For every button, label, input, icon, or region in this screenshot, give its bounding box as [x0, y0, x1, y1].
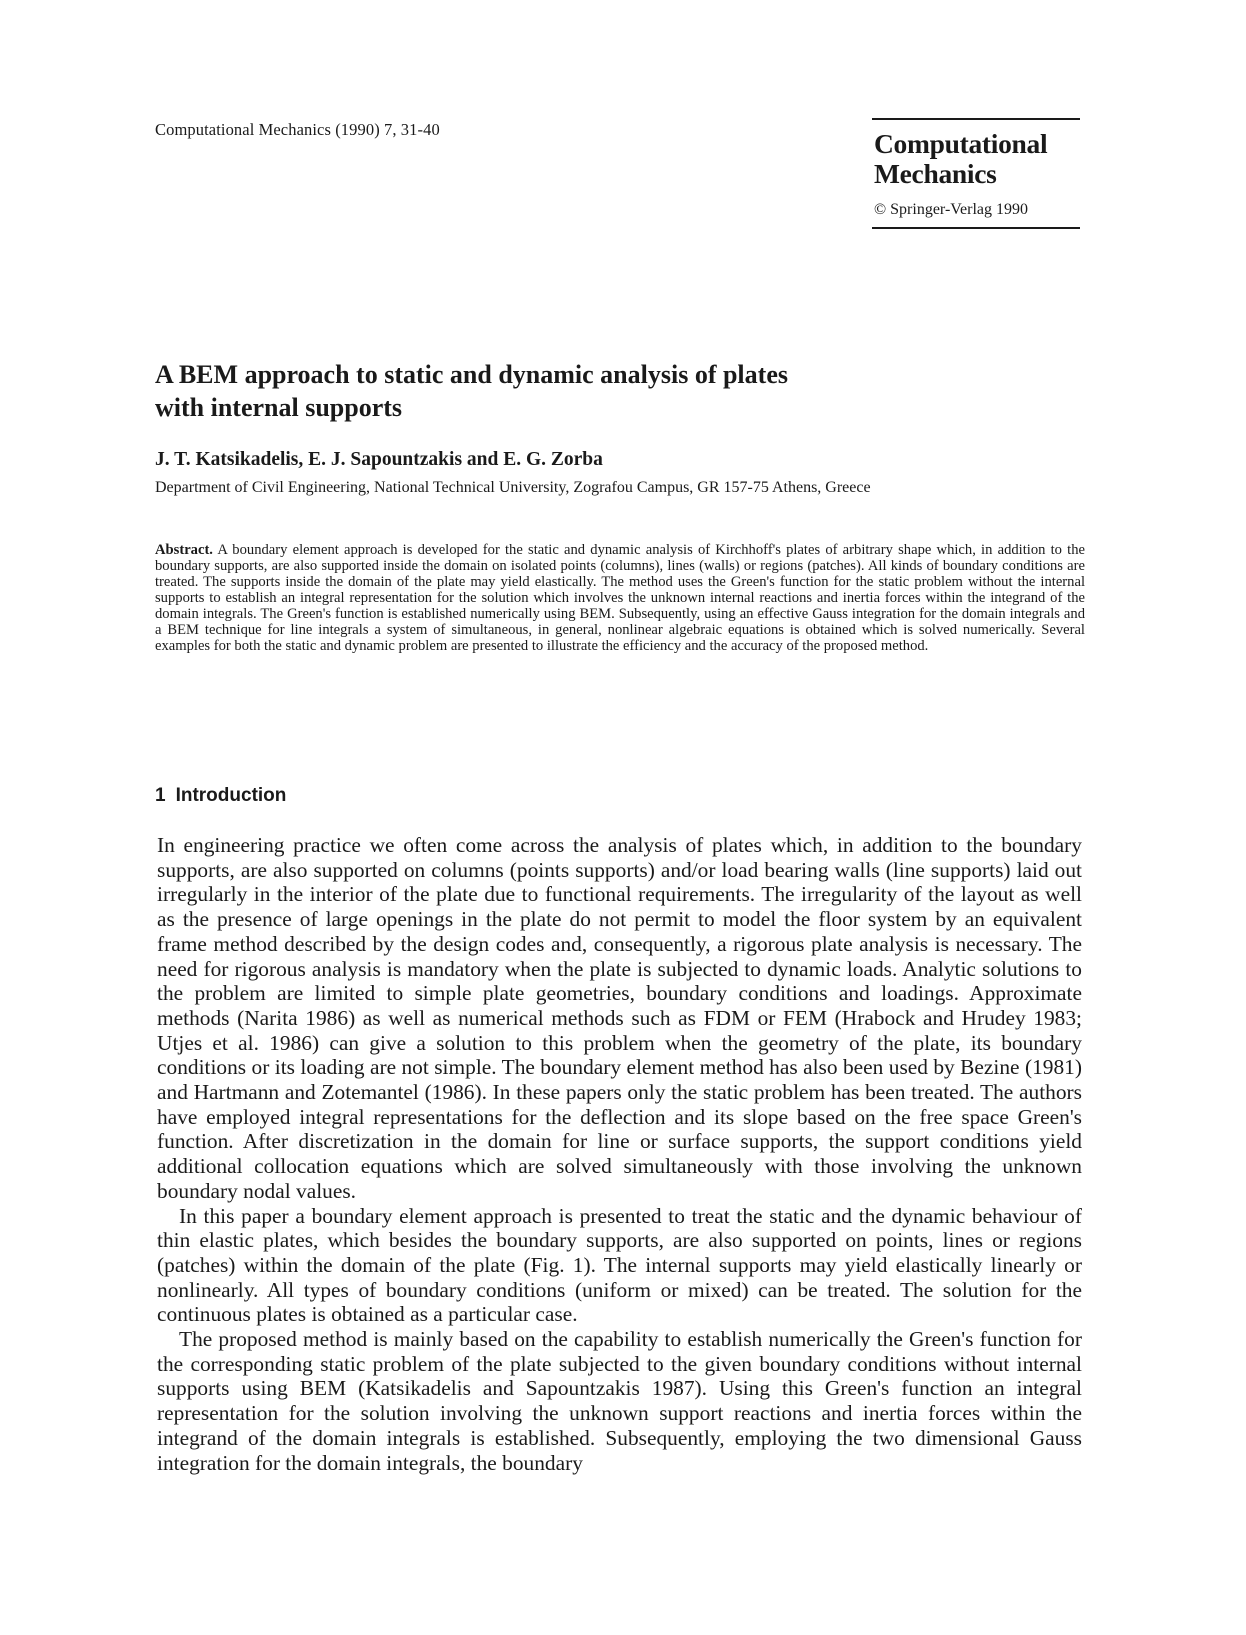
- journal-masthead: [872, 118, 1080, 229]
- paper-title-line2: with internal supports: [155, 393, 403, 422]
- body-paragraph: The proposed method is mainly based on the capability to establish numerically the Green's function for the corresponding static problem of the plate subjected to the given boundary conditions without internal supports using BEM (Katsikadelis and Sapountzakis 1987). Using this Green's function an integral representation for the solution involving the unknown support reactions and inertia forces within the integrand of the domain integrals is established. Subsequently, employing the two dimensional Gauss integration for the domain integrals, the boundary: [157, 1327, 1082, 1475]
- author-affiliation: Department of Civil Engineering, National Technical University, Zografou Campus, GR 157-75 Athens, Greece: [155, 479, 871, 496]
- section-number: 1: [155, 785, 166, 806]
- copyright-notice: © Springer-Verlag 1990: [874, 201, 1029, 218]
- journal-name-line2: Mechanics: [874, 158, 997, 189]
- journal-name-line1: Computational: [874, 128, 1048, 159]
- introduction-body: [157, 833, 1082, 1475]
- journal-citation: Computational Mechanics (1990) 7, 31-40: [155, 120, 440, 139]
- paper-title-line1: A BEM approach to static and dynamic analysis of plates: [155, 360, 788, 389]
- abstract-label: Abstract.: [155, 542, 213, 558]
- paper-title: [155, 358, 1055, 424]
- section-title: Introduction: [175, 785, 287, 806]
- abstract: [155, 542, 1085, 654]
- body-paragraph: In this paper a boundary element approach is presented to treat the static and the dynamic behaviour of thin elastic plates, which besides the boundary supports, are also supported on points, lines or regions (patches) within the domain of the plate (Fig. 1). The internal supports may yield elastically linearly or nonlinearly. All types of boundary conditions (uniform or mixed) can be treated. The solution for the continuous plates is obtained as a particular case.: [157, 1203, 1082, 1327]
- author-list: J. T. Katsikadelis, E. J. Sapountzakis and E. G. Zorba: [155, 449, 603, 470]
- body-paragraph: In engineering practice we often come across the analysis of plates which, in addition to the boundary supports, are also supported on columns (points supports) and/or load bearing walls (line supports) laid out irregularly in the interior of the plate due to functional requirements. The irregularity of the layout as well as the presence of large openings in the plate do not permit to model the floor system by an equivalent frame method described by the design codes and, consequently, a rigorous plate analysis is necessary. The need for rigorous analysis is mandatory when the plate is subjected to dynamic loads. Analytic solutions to the problem are limited to simple plate geometries, boundary conditions and loadings. Approximate methods (Narita 1986) as well as numerical methods such as FDM or FEM (Hrabock and Hrudey 1983; Utjes et al. 1986) can give a solution to this problem when the geometry of the plate, its boundary conditions or its loading are not simple. The boundary element method has also been used by Bezine (1981) and Hartmann and Zotemantel (1986). In these papers only the static problem has been treated. The authors have employed integral representations for the deflection and its slope based on the free space Green's function. After discretization in the domain for line or surface supports, the support conditions yield additional collocation equations which are solved simultaneously with those involving the unknown boundary nodal values.: [157, 833, 1082, 1203]
- section-heading-introduction: [155, 785, 286, 807]
- abstract-text: A boundary element approach is developed for the static and dynamic analysis of Kirchhoff's plates of arbitrary shape which, in addition to the boundary supports, are also supported inside the domain on isolated points (columns), lines (walls) or regions (patches). All kinds of boundary conditions are treated. The supports inside the domain of the plate may yield elastically. The method uses the Green's function for the static problem without the internal supports to establish an integral representation for the solution which involves the unknown internal reactions and inertia forces within the integrand of the domain integrals. The Green's function is established numerically using BEM. Subsequently, using an effective Gauss integration for the domain integrals and a BEM technique for line integrals a system of simultaneous, in general, nonlinear algebraic equations is obtained which is solved numerically. Several examples for both the static and dynamic problem are presented to illustrate the efficiency and the accuracy of the proposed method.: [155, 542, 1086, 654]
